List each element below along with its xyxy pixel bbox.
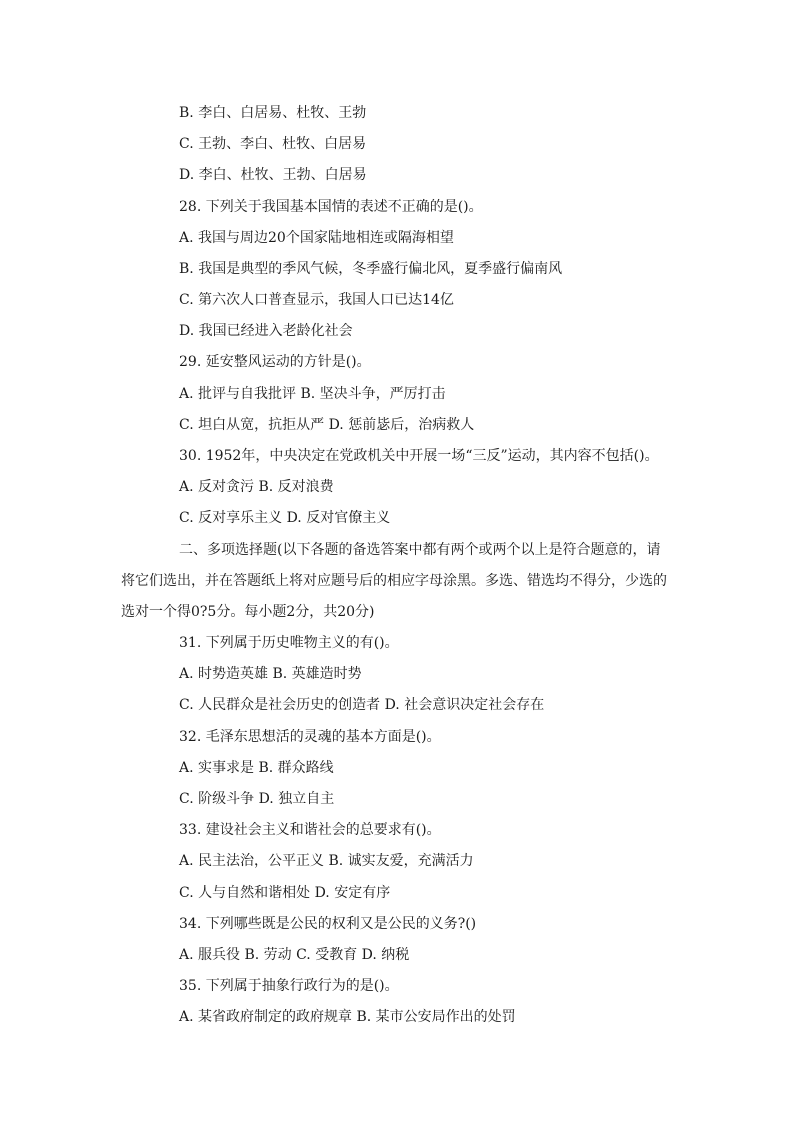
question-34: 34. 下列哪些既是公民的权利又是公民的义务?() [179,916,477,932]
option-line: A. 民主法治，公平正义 B. 诚实友爱，充满活力 [179,853,474,869]
option-line: B. 李白、白居易、杜牧、王勃 [179,105,367,121]
option-line: A. 实事求是 B. 群众路线 [179,760,334,776]
question-33: 33. 建设社会主义和谐社会的总要求有()。 [179,822,441,838]
question-28: 28. 下列关于我国基本国情的表述不正确的是()。 [179,199,483,215]
section-heading: 二、多项选择题(以下各题的备选答案中都有两个或两个以上是符合题意的，请 [179,542,661,558]
option-line: C. 王勃、李白、杜牧、白居易 [179,136,367,152]
question-35: 35. 下列属于抽象行政行为的是()。 [179,978,399,994]
option-line: B. 我国是典型的季风气候，冬季盛行偏北风，夏季盛行偏南风 [179,261,563,277]
option-line: D. 李白、杜牧、王勃、白居易 [179,167,367,183]
option-line: C. 反对享乐主义 D. 反对官僚主义 [179,510,391,526]
option-line: C. 人民群众是社会历史的创造者 D. 社会意识决定社会存在 [179,697,545,713]
option-line: D. 我国已经进入老龄化社会 [179,323,353,339]
option-line: A. 某省政府制定的政府规章 B. 某市公安局作出的处罚 [179,1009,516,1025]
question-31: 31. 下列属于历史唯物主义的有()。 [179,635,399,651]
option-line: A. 批评与自我批评 B. 坚决斗争，严厉打击 [179,386,446,402]
option-line: A. 反对贪污 B. 反对浪费 [179,479,334,495]
option-line: A. 我国与周边20个国家陆地相连或隔海相望 [179,230,454,246]
option-line: C. 第六次人口普查显示，我国人口已达14亿 [179,292,454,308]
question-32: 32. 毛泽东思想活的灵魂的基本方面是()。 [179,729,441,745]
option-line: C. 阶级斗争 D. 独立自主 [179,791,335,807]
option-line: A. 时势造英雄 B. 英雄造时势 [179,666,362,682]
question-29: 29. 延安整风运动的方针是()。 [179,354,371,370]
option-line: C. 人与自然和谐相处 D. 安定有序 [179,885,391,901]
option-line: C. 坦白从宽，抗拒从严 D. 惩前毖后，治病救人 [179,417,475,433]
option-line: A. 服兵役 B. 劳动 C. 受教育 D. 纳税 [179,947,410,963]
section-text: 将它们选出，并在答题纸上将对应题号后的相应字母涂黑。多选、错选均不得分，少选的 [121,573,667,589]
section-text: 选对一个得0?5分。每小题2分，共20分) [121,604,375,620]
question-30: 30. 1952年，中央决定在党政机关中开展一场“三反”运动，其内容不包括()。 [179,448,659,464]
